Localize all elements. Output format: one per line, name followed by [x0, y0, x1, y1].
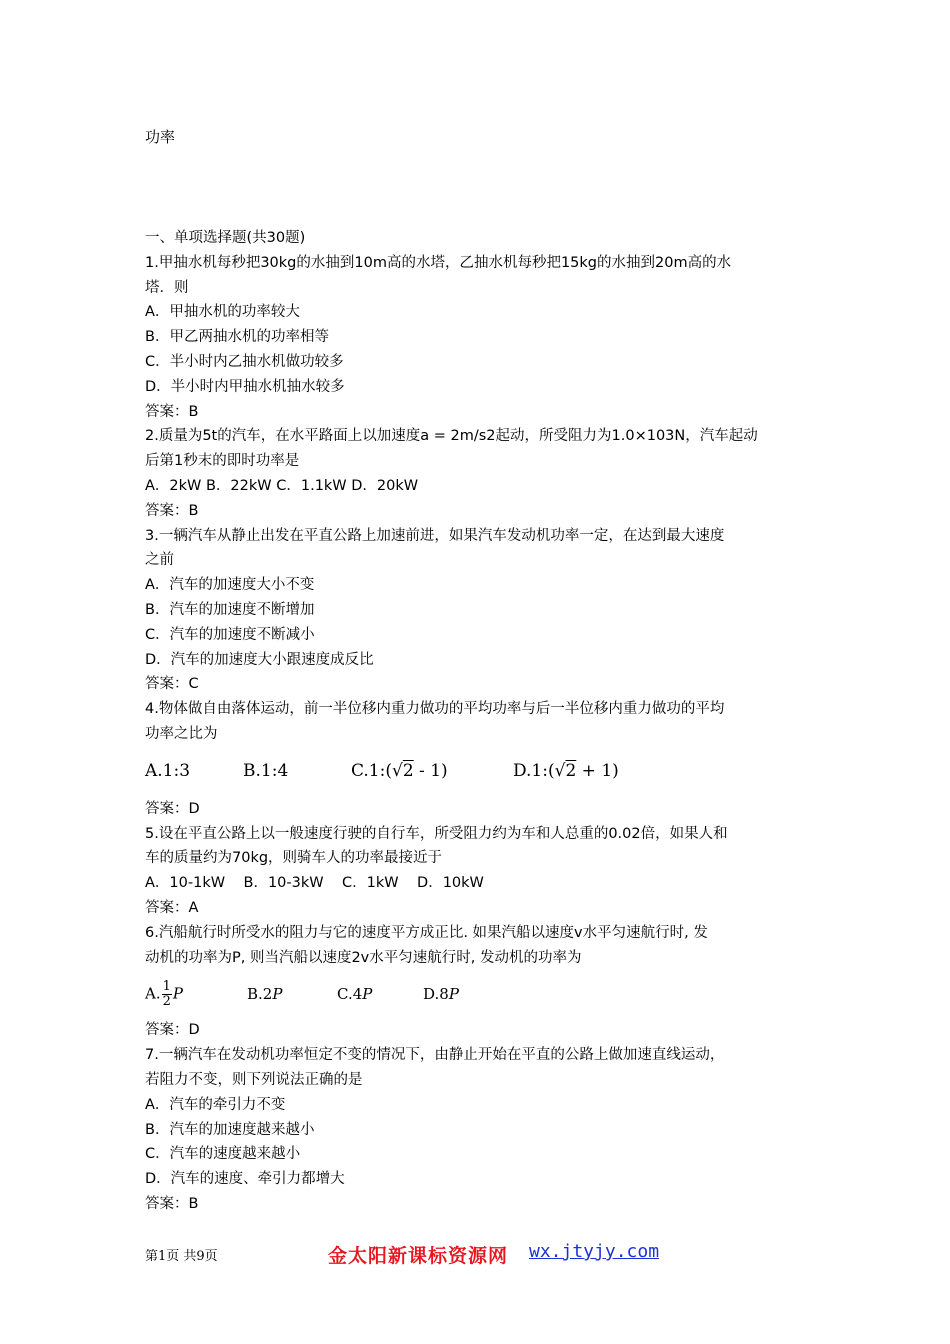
q2-options: A．2kW B．22kW C．1.1kW D．20kW — [145, 477, 419, 494]
q3-stem-line1: 3.一辆汽车从静止出发在平直公路上加速前进，如果汽车发动机功率一定，在达到最大速度 — [145, 527, 725, 544]
q6-option-b: B.2P — [247, 984, 283, 1003]
page-footer — [145, 1241, 845, 1265]
website-link[interactable]: wx.jtyjy.com — [529, 1241, 660, 1262]
q1-option-a: A．甲抽水机的功率较大 — [145, 304, 300, 321]
q1-stem-line1: 1.甲抽水机每秒把30kg的水抽到10m高的水塔，乙抽水机每秒把15kg的水抽到20m高的水 — [145, 254, 732, 271]
q2-stem-line2: 后第1秒末的即时功率是 — [145, 453, 300, 470]
q7-option-c: C．汽车的速度越来越小 — [145, 1146, 301, 1163]
q4-option-b: B.1:4 — [243, 761, 289, 782]
q7-stem-line2: 若阻力不变，则下列说法正确的是 — [145, 1071, 363, 1088]
q7-answer: 答案：B — [145, 1195, 199, 1212]
q4-options-formula — [145, 747, 815, 797]
q4-answer: 答案：D — [145, 800, 200, 817]
q2-answer: 答案：B — [145, 502, 199, 519]
q3-option-c: C．汽车的加速度不断减小 — [145, 626, 315, 643]
q4-stem-line2: 功率之比为 — [145, 725, 218, 742]
q7-option-b: B．汽车的加速度越来越小 — [145, 1121, 315, 1138]
q3-stem-line2: 之前 — [145, 552, 174, 569]
q3-answer: 答案：C — [145, 676, 199, 693]
brand-logo-text: 金太阳新课标资源网 — [328, 1245, 509, 1267]
q6-option-d: D.8P — [423, 984, 459, 1003]
q3-option-d: D．汽车的加速度大小跟速度成反比 — [145, 651, 374, 668]
document-title: 功率 — [145, 128, 176, 146]
q5-stem-line1: 5.设在平直公路上以一般速度行驶的自行车，所受阻力约为车和人总重的0.02倍，如果人和 — [145, 825, 728, 842]
q6-stem-line1: 6.汽船航行时所受水的阻力与它的速度平方成正比. 如果汽船以速度v水平匀速航行时, 发 — [145, 924, 708, 941]
fraction: $\frac{1}{2}$ — [162, 978, 171, 1009]
q5-answer: 答案：A — [145, 899, 199, 916]
q1-stem-line2: 塔．则 — [145, 279, 189, 296]
q1-option-b: B．甲乙两抽水机的功率相等 — [145, 329, 329, 346]
q6-option-a: A. $\frac{1}{2}$ P — [145, 978, 183, 1009]
sqrt-symbol: √ — [391, 761, 403, 782]
q3-option-b: B．汽车的加速度不断增加 — [145, 601, 315, 618]
q4-option-c: C.1:(√2 - 1) — [351, 761, 448, 782]
q6-answer: 答案：D — [145, 1022, 200, 1039]
page-number: 第1页 共9页 — [145, 1249, 218, 1264]
q4-stem-line1: 4.物体做自由落体运动，前一半位移内重力做功的平均功率与后一半位移内重力做功的平均 — [145, 701, 725, 718]
q1-option-c: C．半小时内乙抽水机做功较多 — [145, 353, 344, 370]
sqrt-symbol: √ — [554, 761, 566, 782]
q7-option-d: D．汽车的速度、牵引力都增大 — [145, 1171, 345, 1188]
document-body — [145, 226, 815, 1217]
q3-option-a: A．汽车的加速度大小不变 — [145, 577, 315, 594]
q1-answer: 答案：B — [145, 403, 199, 420]
q1-option-d: D．半小时内甲抽水机抽水较多 — [145, 378, 345, 395]
q2-stem-line1: 2.质量为5t的汽车，在水平路面上以加速度a = 2m/s2起动，所受阻力为1.0×103N，汽车起动 — [145, 428, 758, 445]
q6-option-c: C.4P — [337, 984, 373, 1003]
q7-stem-line1: 7.一辆汽车在发动机功率恒定不变的情况下，由静止开始在平直的公路上做加速直线运动， — [145, 1047, 725, 1064]
q5-stem-line2: 车的质量约为70kg，则骑车人的功率最接近于 — [145, 850, 443, 867]
q4-option-a: A.1:3 — [145, 761, 191, 782]
q5-options: A．10-1kW B．10-3kW C．1kW D．10kW — [145, 875, 484, 892]
section-header: 一、单项选择题(共30题) — [145, 230, 306, 246]
q4-option-d: D.1:(√2 + 1) — [513, 761, 619, 782]
q6-options-formula — [145, 970, 815, 1018]
q7-option-a: A．汽车的牵引力不变 — [145, 1096, 286, 1113]
q6-stem-line2: 动机的功率为P, 则当汽船以速度2v水平匀速航行时, 发动机的功率为 — [145, 949, 582, 966]
